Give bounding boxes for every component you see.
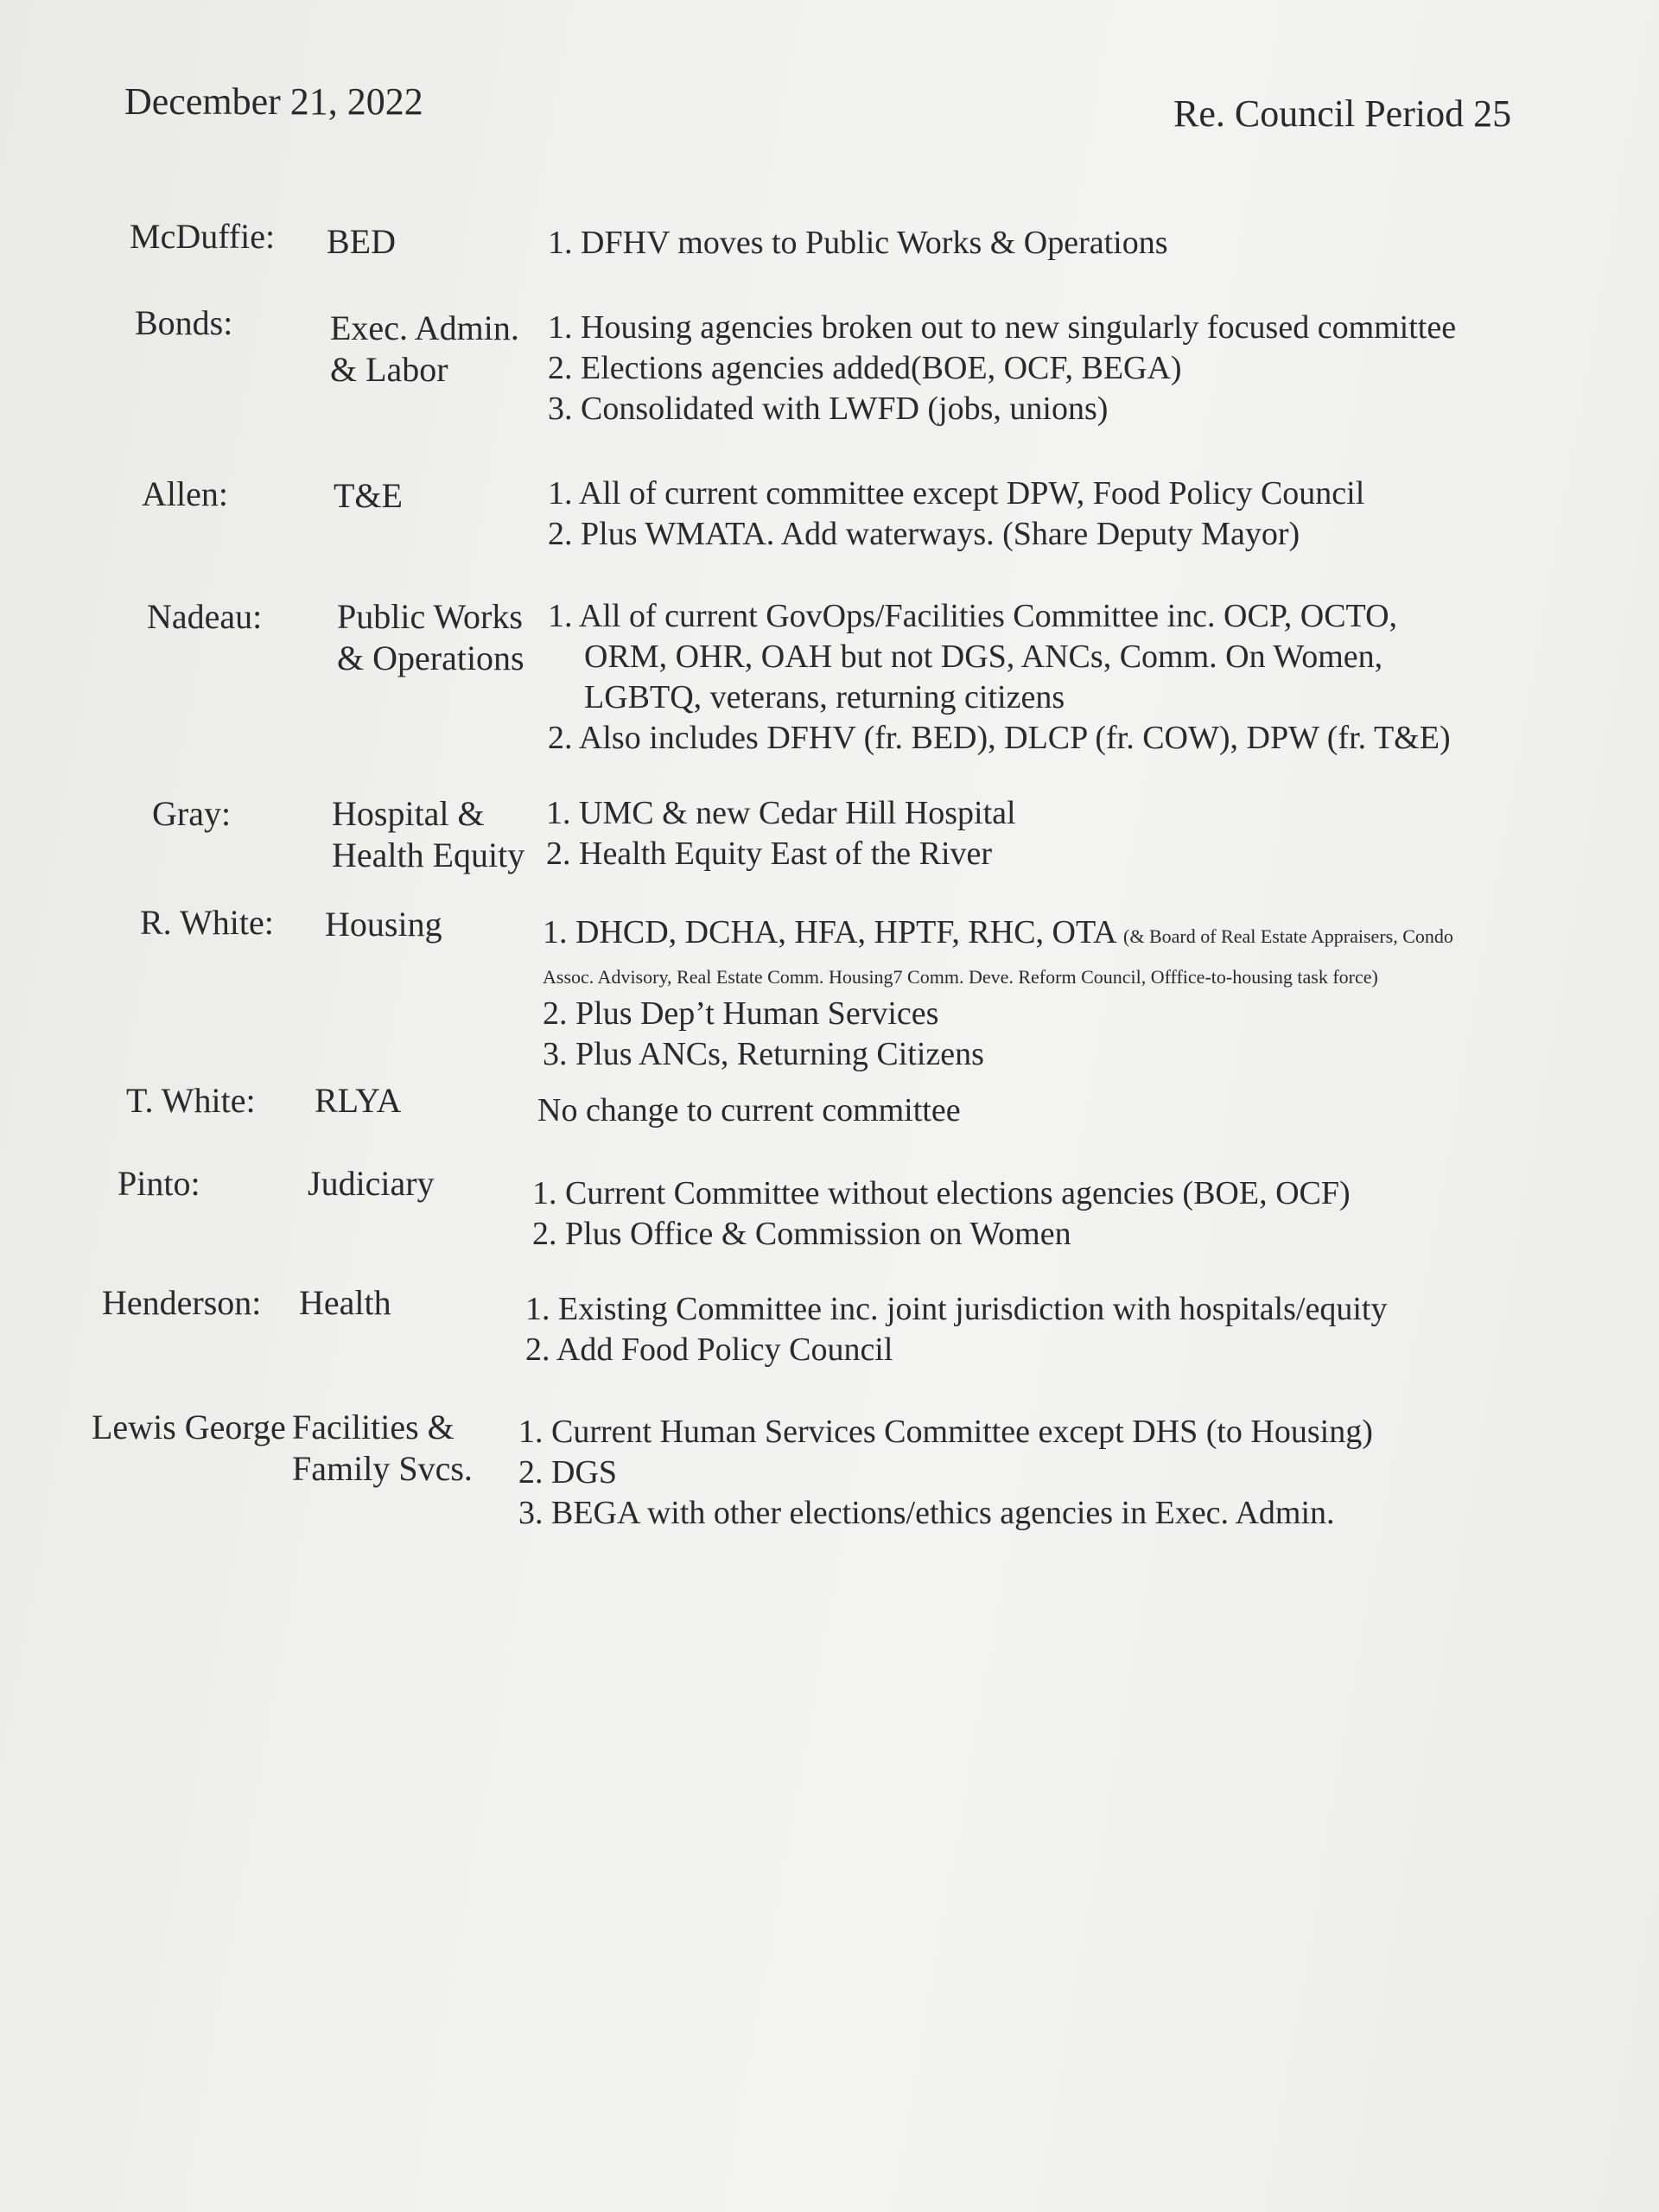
list-item: 2. Elections agencies added(BOE, OCF, BEGA) [548, 350, 1182, 386]
list-item-continuation: LGBTQ, veterans, returning citizens [584, 679, 1065, 715]
list-item: 1. Current Committee without elections agencies (BOE, OCF) [532, 1175, 1351, 1211]
list-item: 2. Health Equity East of the River [546, 836, 993, 872]
assignment-list [537, 1090, 1659, 1131]
document-reference: Re. Council Period 25 [1173, 92, 1512, 135]
list-item: 3. Consolidated with LWFD (jobs, unions) [548, 391, 1109, 427]
committee-line: Public Works [337, 597, 523, 636]
list-item: 2. DGS [518, 1454, 618, 1491]
document-date: December 21, 2022 [124, 80, 423, 123]
list-item: 2. Plus Dep’t Human Services [543, 995, 939, 1032]
committee-name [325, 904, 442, 945]
committee-line: BED [327, 222, 396, 261]
list-item: 1. Current Human Services Committee except DHS (to Housing) [518, 1414, 1373, 1450]
assignment-list [548, 474, 1659, 555]
member-name: McDuffie: [130, 217, 276, 256]
assignment-list [543, 912, 1484, 1075]
list-item: 2. Plus WMATA. Add waterways. (Share Deputy Mayor) [548, 516, 1300, 552]
committee-line: Housing [325, 905, 442, 944]
committee-name [334, 475, 403, 517]
list-item-text: 1. DHCD, DCHA, HFA, HPTF, RHC, OTA [543, 914, 1116, 950]
committee-name [292, 1407, 473, 1490]
committee-name [332, 793, 524, 876]
committee-name [330, 308, 519, 391]
member-name: T. White: [126, 1081, 256, 1120]
committee-line: RLYA [315, 1081, 402, 1120]
committee-name [327, 221, 396, 263]
list-item: 3. Plus ANCs, Returning Citizens [543, 1036, 984, 1072]
member-name: R. White: [140, 903, 274, 942]
list-item: 1. Housing agencies broken out to new singularly focused committee [548, 309, 1457, 346]
assignment-list [548, 596, 1659, 759]
list-item [543, 912, 1484, 994]
committee-line: Facilities & [292, 1408, 454, 1446]
assignment-list [532, 1173, 1659, 1255]
committee-line: T&E [334, 476, 403, 515]
committee-name [308, 1163, 435, 1205]
list-item-continuation: ORM, OHR, OAH but not DGS, ANCs, Comm. On Women, [584, 639, 1383, 675]
list-item: 1. UMC & new Cedar Hill Hospital [546, 795, 1016, 831]
list-item: 2. Plus Office & Commission on Women [532, 1216, 1071, 1252]
assignment-list [548, 308, 1659, 429]
list-item: No change to current committee [537, 1092, 961, 1128]
assignment-list [525, 1289, 1659, 1370]
committee-line: Hospital & [332, 794, 485, 833]
member-name: Nadeau: [147, 597, 263, 636]
member-name: Bonds: [135, 303, 233, 342]
member-name: Pinto: [118, 1164, 200, 1203]
list-item: 3. BEGA with other elections/ethics agencies in Exec. Admin. [518, 1495, 1335, 1531]
list-item: 1. Existing Committee inc. joint jurisdiction with hospitals/equity [525, 1291, 1388, 1327]
list-item: 1. DFHV moves to Public Works & Operations [548, 225, 1168, 261]
member-name: Gray: [152, 794, 232, 833]
assignment-list [548, 223, 1659, 264]
list-item: 2. Add Food Policy Council [525, 1332, 893, 1368]
member-name: Henderson: [102, 1283, 262, 1322]
assignment-list [518, 1412, 1659, 1534]
assignment-list [546, 793, 1659, 874]
committee-name [337, 596, 524, 679]
committee-line: & Operations [337, 639, 524, 677]
committee-line: & Labor [330, 350, 448, 389]
list-item-note: (& Board of Real Estate Appraisers, Condo Assoc. Advisory, Real Estate Comm. Housing7 Comm. Deve. Reform Council, Offfice-to-housing task force) [543, 925, 1453, 988]
member-name: Allen: [142, 474, 228, 513]
committee-line: Health [299, 1283, 391, 1322]
list-item: 1. All of current committee except DPW, Food Policy Council [548, 475, 1365, 512]
list-item: 2. Also includes DFHV (fr. BED), DLCP (fr. COW), DPW (fr. T&E) [548, 720, 1451, 756]
committee-name [315, 1080, 401, 1122]
committee-name [299, 1282, 391, 1324]
committee-line: Health Equity [332, 836, 525, 874]
committee-line: Judiciary [308, 1164, 435, 1203]
committee-line: Exec. Admin. [330, 308, 519, 347]
committee-line: Family Svcs. [292, 1449, 473, 1488]
member-name: Lewis George [92, 1408, 286, 1446]
list-item: 1. All of current GovOps/Facilities Committee inc. OCP, OCTO, [548, 598, 1398, 634]
